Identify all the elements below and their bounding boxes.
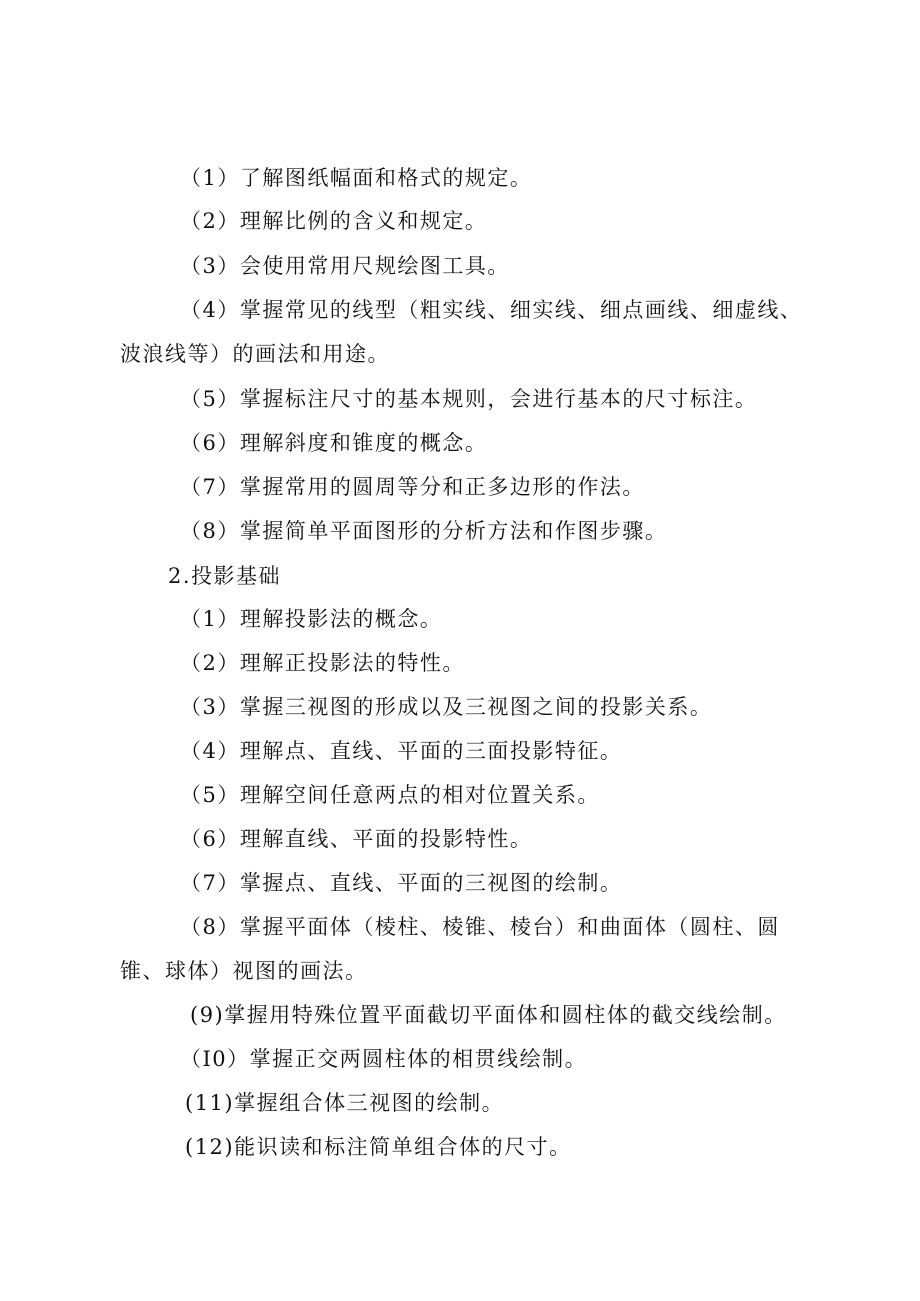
item-2-2: （2）理解正投影法的特性。 [180,651,465,675]
item-2-6: （6）理解直线、平面的投影特性。 [180,827,533,851]
item-2-10: （I0）掌握正交两圆柱体的相贯线绘制。 [180,1047,588,1071]
item-1-4-continued: 波浪线等）的画法和用途。 [120,342,390,366]
item-2-1: （1）理解投影法的概念。 [180,607,443,631]
item-1-5: （5）掌握标注尺寸的基本规则，会进行基本的尺寸标注。 [180,387,758,411]
item-2-12: (12)能识读和标注简单组合体的尺寸。 [185,1135,572,1159]
item-1-6: （6）理解斜度和锥度的概念。 [180,431,488,455]
item-1-3: （3）会使用常用尺规绘图工具。 [180,254,510,278]
item-2-11: (11)掌握组合体三视图的绘制。 [185,1091,505,1115]
item-2-4: （4）理解点、直线、平面的三面投影特征。 [180,739,623,763]
item-2-7: （7）掌握点、直线、平面的三视图的绘制。 [180,871,623,895]
item-1-7: （7）掌握常用的圆周等分和正多边形的作法。 [180,475,645,499]
item-1-4: （4）掌握常见的线型（粗实线、细实线、细点画线、细虚线、 [180,298,803,322]
item-1-8: （8）掌握简单平面图形的分析方法和作图步骤。 [180,519,668,543]
item-2-8: （8）掌握平面体（棱柱、棱锥、棱台）和曲面体（圆柱、圆 [180,915,780,939]
item-2-8-continued: 锥、球体）视图的画法。 [120,959,368,983]
section-heading-projection: 2.投影基础 [168,564,282,588]
item-1-2: （2）理解比例的含义和规定。 [180,209,488,233]
item-1-1: （1）了解图纸幅面和格式的规定。 [180,166,533,190]
item-2-9: (9)掌握用特殊位置平面截切平面体和圆柱体的截交线绘制。 [190,1003,787,1027]
item-2-3: （3）掌握三视图的形成以及三视图之间的投影关系。 [180,695,713,719]
item-2-5: （5）理解空间任意两点的相对位置关系。 [180,783,600,807]
